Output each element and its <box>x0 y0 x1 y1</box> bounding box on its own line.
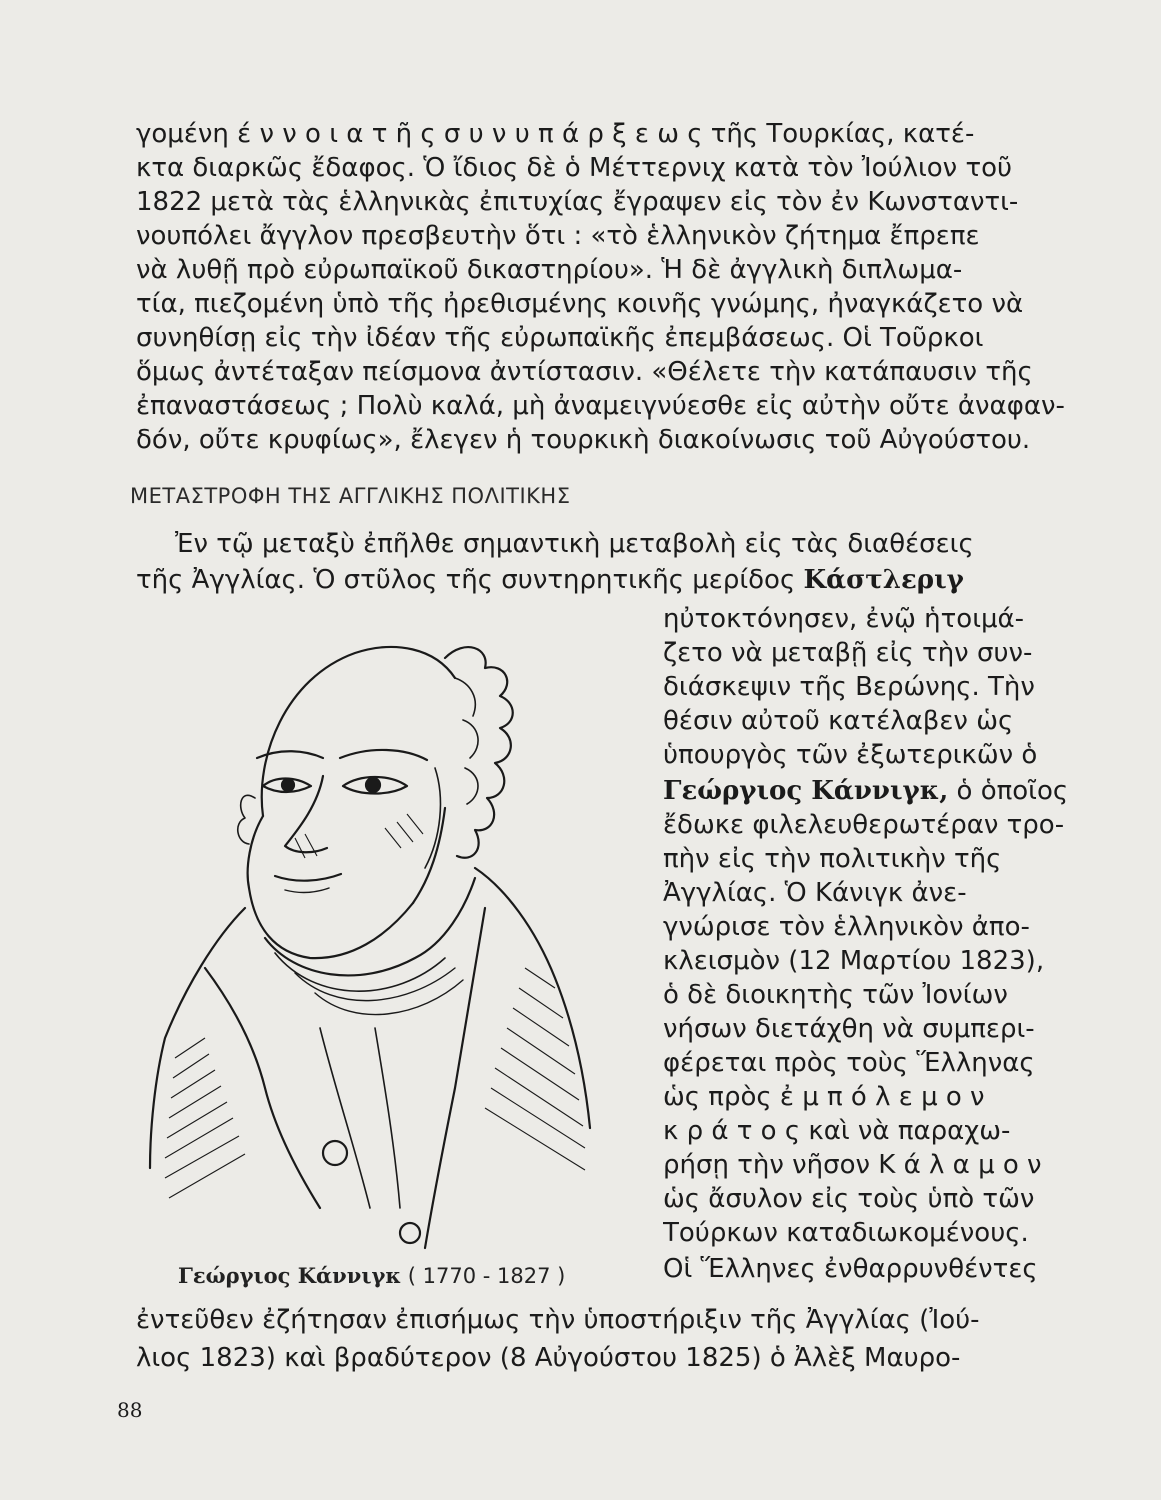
text-line: κ ρ ά τ ο ς καὶ νὰ παραχω- <box>663 1116 1011 1146</box>
text-line: ἐπαναστάσεως ; Πολὺ καλά, μὴ ἀναμειγνύεσθε εἰς αὐτὴν οὔτε ἀναφαν- <box>136 391 1065 421</box>
section-heading: ΜΕΤΑΣΤΡΟΦΗ ΤΗΣ ΑΓΓΛΙΚΗΣ ΠΟΛΙΤΙΚΗΣ <box>130 484 571 508</box>
text-fragment: ὁ ὁποῖος <box>948 776 1069 806</box>
caption-name: Γεώργιος Κάννιγκ <box>178 1263 402 1288</box>
text-line: ὁ δὲ διοικητὴς τῶν Ἰονίων <box>663 980 1008 1010</box>
text-line: 1822 μετὰ τὰς ἑλληνικὰς ἐπιτυχίας ἔγραψεν εἰς τὸν ἐν Κωνσταντι- <box>136 187 1019 217</box>
text-line: Ἀγγλίας. Ὁ Κάνιγκ ἀνε- <box>663 878 967 908</box>
text-line: ὅμως ἀντέταξαν πείσμονα ἀντίστασιν. «Θέλετε τὴν κατάπαυσιν τῆς <box>136 357 1033 387</box>
text-line: διάσκεψιν τῆς Βερώνης. Τὴν <box>663 672 1035 702</box>
caption-dates: ( 1770 - 1827 ) <box>401 1264 566 1288</box>
text-line: ὑπουργὸς τῶν ἐξωτερικῶν ὁ <box>663 740 1038 770</box>
text-line: τία, πιεζομένη ὑπὸ τῆς ἠρεθισμένης κοινῆς γνώμης, ἠναγκάζετο νὰ <box>136 289 1024 319</box>
text-line: γνώρισε τὸν ἑλληνικὸν ἀπο- <box>663 912 1030 942</box>
text-line: νουπόλει ἄγγλον πρεσβευτὴν ὅτι : «τὸ ἑλληνικὸν ζήτημα ἔπρεπε <box>136 221 980 251</box>
text-line: ζετο νὰ μεταβῇ εἰς τὴν συν- <box>663 638 1033 668</box>
portrait-illustration <box>145 608 645 1258</box>
text-line: ἐντεῦθεν ἐζήτησαν ἐπισήμως τὴν ὑποστήριξιν τῆς Ἀγγλίας (Ἰού- <box>136 1305 980 1335</box>
text-line: νὰ λυθῇ πρὸ εὐρωπαϊκοῦ δικαστηρίου». Ἡ δὲ ἀγγλικὴ διπλωμα- <box>136 255 963 285</box>
text-line <box>136 563 1086 597</box>
text-line: ηὐτοκτόνησεν, ἐνῷ ἡτοιμά- <box>663 604 1025 634</box>
text-line: δόν, οὔτε κρυφίως», ἔλεγεν ἡ τουρκικὴ διακοίνωσις τοῦ Αὐγούστου. <box>136 425 1031 455</box>
text-line: Ἐν τῷ μεταξὺ ἐπῆλθε σημαντικὴ μεταβολὴ εἰς τὰς διαθέσεις <box>175 529 974 559</box>
text-line: πὴν εἰς τὴν πολιτικὴν τῆς <box>663 844 1002 874</box>
text-line: ὡς ἄσυλον εἰς τοὺς ὑπὸ τῶν <box>663 1184 1035 1214</box>
text-line: Τούρκων καταδιωκομένους. <box>663 1218 1029 1248</box>
name-canning: Γεώργιος Κάννιγκ, <box>663 776 949 806</box>
text-line: ρήσῃ τὴν νῆσον Κ ά λ α μ ο ν <box>663 1150 1042 1180</box>
text-line <box>663 774 1083 808</box>
text-line: γομένη έ ν ν ο ι α τ ῆ ς σ υ ν υ π ά ρ ξ ε ω ς τῆς Τουρκίας, κατέ- <box>136 119 975 149</box>
portrait-caption <box>178 1263 565 1288</box>
text-line: Οἱ Ἕλληνες ἐνθαρρυνθέντες <box>663 1254 1038 1284</box>
text-line: ὡς πρὸς ἐ μ π ό λ ε μ ο ν <box>663 1082 985 1112</box>
text-line: θέσιν αὐτοῦ κατέλαβεν ὡς <box>663 706 1014 736</box>
text-line: κλεισμὸν (12 Μαρτίου 1823), <box>663 946 1045 976</box>
text-line: ἔδωκε φιλελευθερωτέραν τρο- <box>663 810 1065 840</box>
page-number: 88 <box>117 1398 143 1422</box>
text-line: νήσων διετάχθη νὰ συμπερι- <box>663 1014 1035 1044</box>
text-line: φέρεται πρὸς τοὺς Ἕλληνας <box>663 1048 1035 1078</box>
text-line: κτα διαρκῶς ἔδαφος. Ὁ ἴδιος δὲ ὁ Μέττερνιχ κατὰ τὸν Ἰούλιον τοῦ <box>136 153 1013 183</box>
text-line: συνηθίσῃ εἰς τὴν ἰδέαν τῆς εὐρωπαϊκῆς ἐπεμβάσεως. Οἱ Τοῦρκοι <box>136 323 984 353</box>
text-fragment: τῆς Ἀγγλίας. Ὁ στῦλος τῆς συντηρητικῆς μερίδος <box>136 565 804 595</box>
name-kastlerig: Κάστλεριγ <box>803 565 964 595</box>
text-line: λιος 1823) καὶ βραδύτερον (8 Αὐγούστου 1825) ὁ Ἀλὲξ Μαυρο- <box>136 1343 961 1373</box>
